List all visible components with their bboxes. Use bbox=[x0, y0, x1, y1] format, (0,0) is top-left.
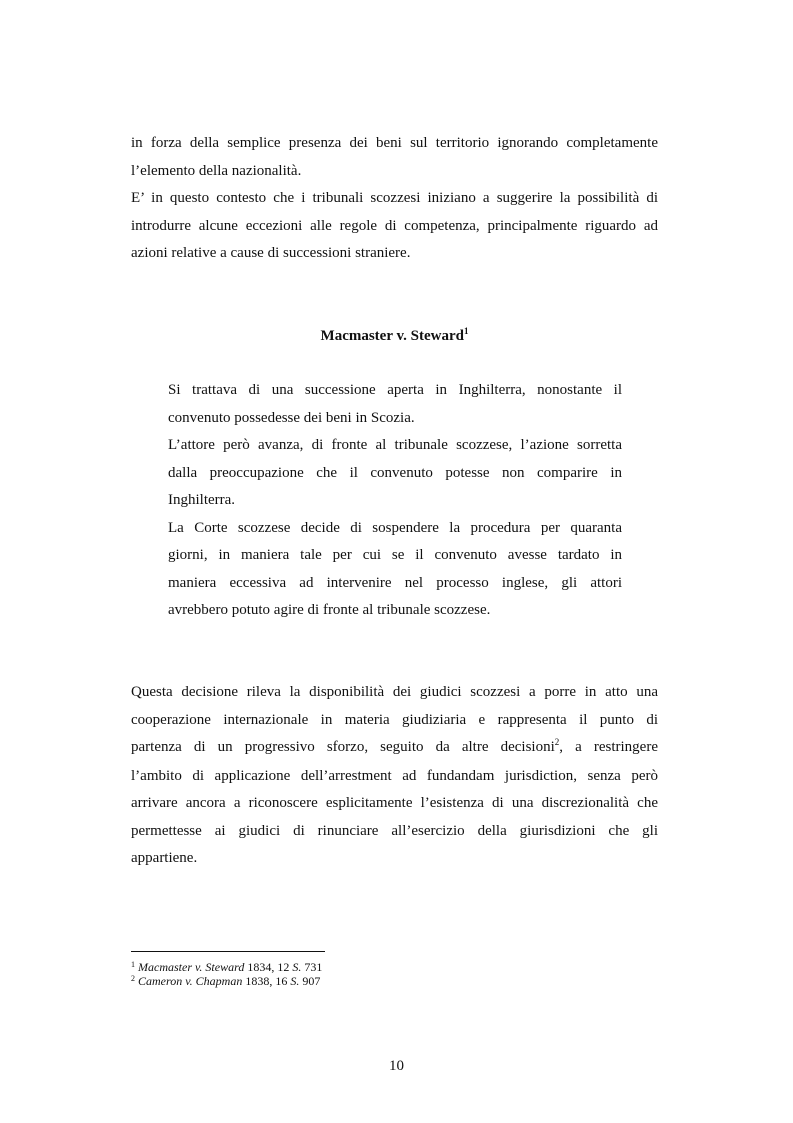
case-heading-text: Macmaster v. Steward bbox=[320, 328, 464, 344]
footnote-ref-2[interactable]: 2 bbox=[554, 737, 560, 747]
quote-line: giorni, in maniera tale per cui se il convenuto avesse tardato in bbox=[168, 547, 622, 563]
footnote-reporter: S. bbox=[292, 960, 302, 974]
footnote-case: Macmaster v. Steward bbox=[138, 960, 245, 974]
body-line-text: , a restringere bbox=[559, 739, 658, 755]
body-line: arrivare ancora a riconoscere esplicitamente l’esistenza di una discrezionalità che bbox=[131, 795, 658, 811]
intro-line: l’elemento della nazionalità. bbox=[131, 162, 302, 179]
footnote-2 bbox=[131, 974, 320, 990]
body-line: cooperazione internazionale in materia giudiziaria e rappresenta il punto di bbox=[131, 711, 658, 728]
quote-line: La Corte scozzese decide di sospendere la procedura per quaranta bbox=[168, 519, 622, 536]
case-heading bbox=[131, 323, 658, 351]
quote-line: Si trattava di una successione aperta in Inghilterra, nonostante il bbox=[168, 382, 622, 398]
quote-line: convenuto possedesse dei beni in Scozia. bbox=[168, 409, 415, 426]
body-line: l’ambito di applicazione dell’arrestment ad fundandam jurisdiction, senza però bbox=[131, 767, 658, 784]
footnote-separator bbox=[131, 951, 325, 952]
footnote-page: 907 bbox=[299, 974, 321, 988]
footnote-page: 731 bbox=[301, 960, 323, 974]
footnote-reporter: S. bbox=[290, 974, 300, 988]
footnote-number: 2 bbox=[131, 974, 135, 983]
footnote-citation: 1838, 16 bbox=[242, 974, 291, 988]
intro-line: introdurre alcune eccezioni alle regole di competenza, principalmente riguardo ad bbox=[131, 217, 658, 234]
page-number: 10 bbox=[389, 1058, 404, 1074]
intro-line: azioni relative a cause di successioni straniere. bbox=[131, 245, 411, 261]
body-line: Questa decisione rileva la disponibilità dei giudici scozzesi a porre in atto una bbox=[131, 684, 658, 700]
footnote-number: 1 bbox=[131, 960, 135, 969]
case-summary-block bbox=[168, 377, 622, 625]
intro-paragraph bbox=[131, 130, 658, 268]
quote-line: Inghilterra. bbox=[168, 492, 236, 508]
footnote-citation: 1834, 12 bbox=[244, 960, 293, 974]
footnote-ref-1[interactable]: 1 bbox=[463, 326, 469, 336]
body-line: appartiene. bbox=[131, 850, 198, 866]
footnote-case: Cameron v. Chapman bbox=[138, 974, 243, 988]
intro-line: in forza della semplice presenza dei beni sul territorio ignorando completamente bbox=[131, 135, 658, 151]
quote-line: avrebbero potuto agire di fronte al tribunale scozzese. bbox=[168, 602, 491, 618]
body-line-text: partenza di un progressivo sforzo, seguito da altre decisioni bbox=[131, 739, 555, 755]
quote-line: dalla preoccupazione che il convenuto potesse non comparire in bbox=[168, 464, 622, 481]
body-line bbox=[131, 734, 658, 763]
body-line: permettesse ai giudici di rinunciare all’esercizio della giurisdizioni che gli bbox=[131, 822, 658, 839]
body-paragraph bbox=[131, 679, 658, 873]
quote-line: maniera eccessiva ad intervenire nel processo inglese, gli attori bbox=[168, 574, 622, 591]
quote-line: L’attore però avanza, di fronte al tribunale scozzese, l’azione sorretta bbox=[168, 437, 622, 453]
intro-line: E’ in questo contesto che i tribunali scozzesi iniziano a suggerire la possibilità di bbox=[131, 190, 658, 206]
